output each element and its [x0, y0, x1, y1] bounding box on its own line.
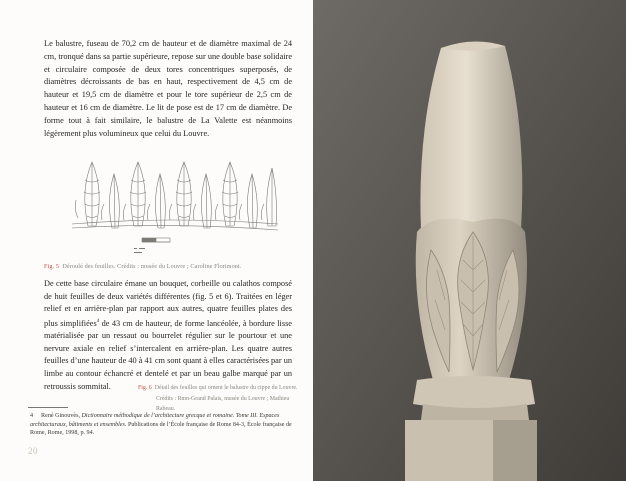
figure-6-caption-line-1 [138, 383, 308, 394]
figure-6-caption-text-1: Détail des feuilles qui ornent le balustre du cippe du Louvre. [154, 385, 298, 391]
footnote-title: Dictionnaire méthodique de l’architecture grecque et romaine. Tome III. Espaces architecturaux, bâtiments et ensembles [30, 413, 280, 428]
footnote-reference[interactable]: 4 [96, 318, 100, 324]
paragraph-balustre-description: Le balustre, fuseau de 70,2 cm de hauteur et de diamètre maximal de 24 cm, tronqué dans sa partie supérieure, repose sur une double base solidaire et circulaire composée de deux tores concentriques superposés, de diamètres décroissants de bas en haut, respectivement de 4,5 cm de hauteur et 19,5 cm de diamètre et pour le tore supérieur de 2,5 cm de hauteur et 16 cm de diamètre. Le lit de pose est de 17 cm de diamètre. De forme tout à fait similaire, le balustre de La Valette est néanmoins légèrement plus volumineux que celui du Louvre. [44, 39, 292, 138]
figure-5-label: Fig. 5 [44, 263, 60, 270]
figure-5-caption-text: Déroulé des feuilles. Crédits : musée du Louvre ; Caroline Florimont. [62, 263, 242, 270]
footnote [30, 412, 300, 438]
right-page-photo [313, 0, 626, 481]
paragraph-2-end: de 43 cm de hauteur, de forme lancéolée, à bordure lisse matérialisée par un ressaut ou bourrelet régulier sur le pourtour et une nervure axiale en relief s’intercalent en arrière-plan. Les quatre autres feuilles d’une hauteur de 40 à 41 cm sont quant à elles caractérisées par un limbe au contour échancré et dentelé et par un beau galbe marqué par un retroussis sommital. [44, 318, 292, 391]
paragraph-2-start: De cette base circulaire émane un bouquet, corbeille ou calathos composé de huit feuilles de deux variétés différentes (fig. 5 et 6). Traitées en léger relief et en arrière-plan par rapport aux autres, quatre feuilles plates des plus simplifiées [44, 279, 292, 328]
figure-6-caption-text-2: Crédits : Rmn-Grand Palais, musée du Louvre ; Mathieu Rabeau. [156, 395, 290, 412]
baluster-photograph [313, 0, 626, 481]
page-number: 20 [28, 446, 38, 456]
leaf-unrolled-drawing [70, 150, 280, 260]
footnote-divider [28, 407, 68, 408]
footnote-number: 4 [30, 413, 34, 419]
footnote-author: René Ginouvès, [41, 413, 80, 419]
figure-5-caption [44, 263, 304, 270]
paragraph-leaves-description [44, 278, 292, 393]
figure-6-label: Fig. 6 [138, 385, 152, 391]
footnote-publisher: . Publications de l’École française de Rome 84-3, École française de Rome, Rome, 1998, p. 94. [30, 421, 292, 437]
figure-6-caption [138, 383, 308, 415]
